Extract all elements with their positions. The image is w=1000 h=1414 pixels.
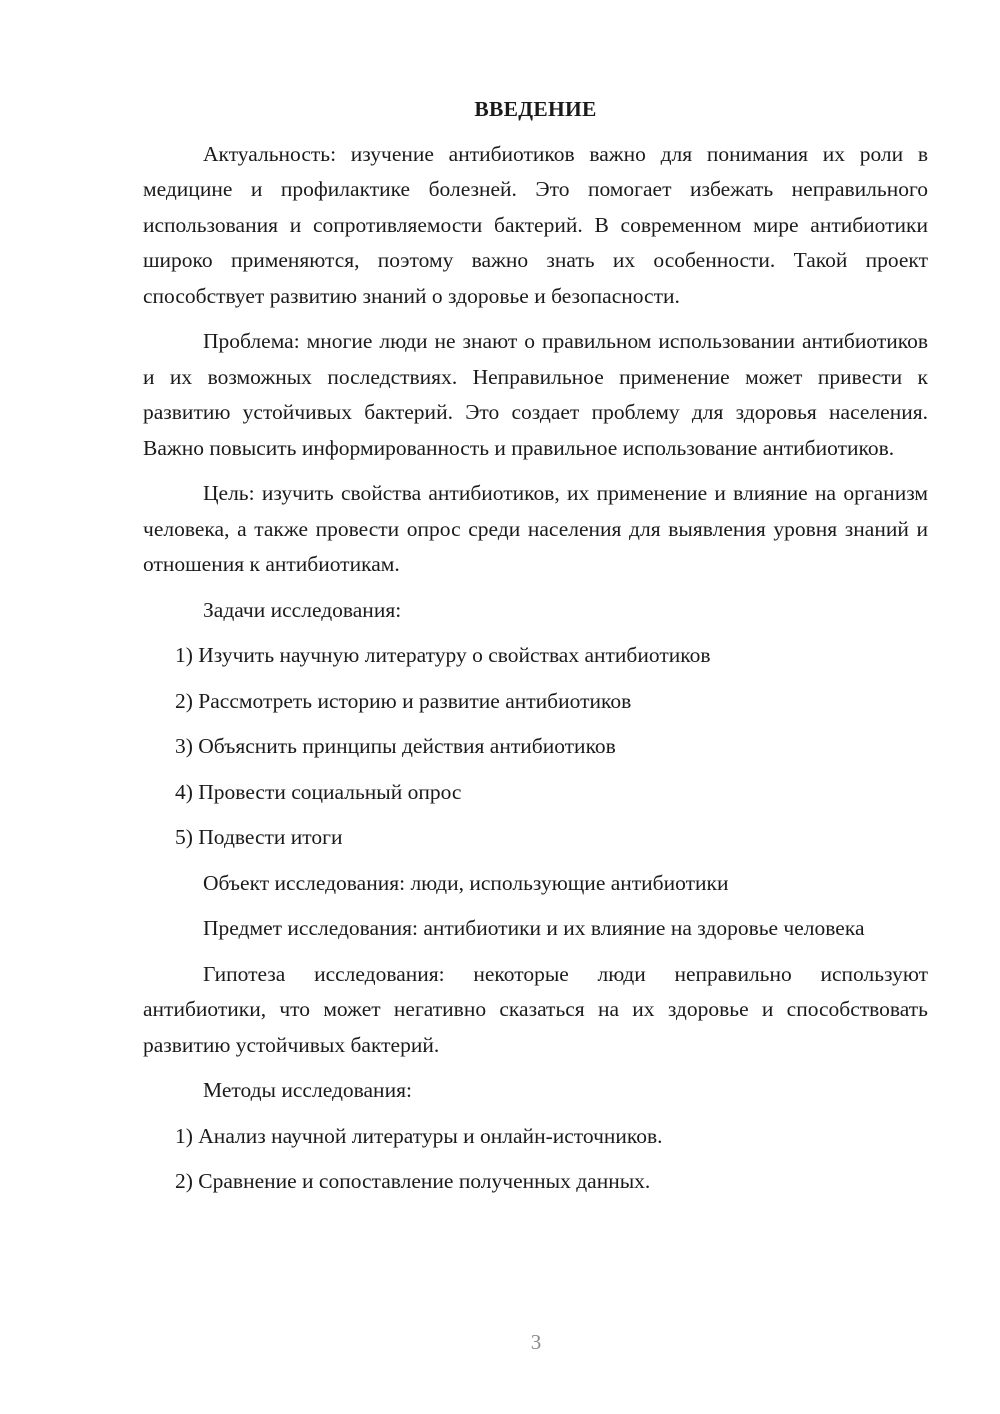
problem-paragraph: Проблема: многие люди не знают о правильном использовании антибиотиков и их возможных последствиях. Неправильное применение может привести к развитию устойчивых бактерий. Это создает проблему для здоровья населения. Важно повысить информированность и правильное использование антибиотиков. bbox=[143, 329, 928, 460]
object-line: Объект исследования: люди, использующие антибиотики bbox=[203, 870, 729, 895]
hypothesis-paragraph: Гипотеза исследования: некоторые люди неправильно используют антибиотики, что может негативно сказаться на их здоровье и способствовать развитию устойчивых бактерий. bbox=[143, 961, 928, 1057]
page-title: ВВЕДЕНИЕ bbox=[474, 97, 597, 121]
document-page bbox=[143, 92, 928, 1210]
task-item: 5) Подвести итоги bbox=[175, 825, 343, 849]
task-item: 1) Изучить научную литературу о свойствах антибиотиков bbox=[175, 643, 711, 667]
page-number: 3 bbox=[530, 1330, 542, 1354]
task-item: 2) Рассмотреть историю и развитие антибиотиков bbox=[175, 688, 632, 713]
methods-heading: Методы исследования: bbox=[203, 1078, 412, 1102]
subject-paragraph: Предмет исследования: антибиотики и их влияние на здоровье человека bbox=[203, 916, 865, 940]
task-item: 3) Объяснить принципы действия антибиотиков bbox=[175, 734, 616, 758]
task-item: 4) Провести социальный опрос bbox=[175, 779, 462, 804]
tasks-heading: Задачи исследования: bbox=[203, 597, 402, 622]
relevance-paragraph: Актуальность: изучение антибиотиков важно для понимания их роли в медицине и профилактике болезней. Это помогает избежать неправильного использования и сопротивляемости бактерий. В современном мире антибиотики широко применяются, поэтому важно знать их особенности. Такой проект способствует развитию знаний о здоровье и безопасности. bbox=[143, 141, 928, 308]
method-item: 1) Анализ научной литературы и онлайн-источников. bbox=[175, 1123, 663, 1148]
method-item: 2) Сравнение и сопоставление полученных данных. bbox=[175, 1169, 651, 1193]
goal-paragraph: Цель: изучить свойства антибиотиков, их применение и влияние на организм человека, а также провести опрос среди населения для выявления уровня знаний и отношения к антибиотикам. bbox=[143, 481, 928, 576]
